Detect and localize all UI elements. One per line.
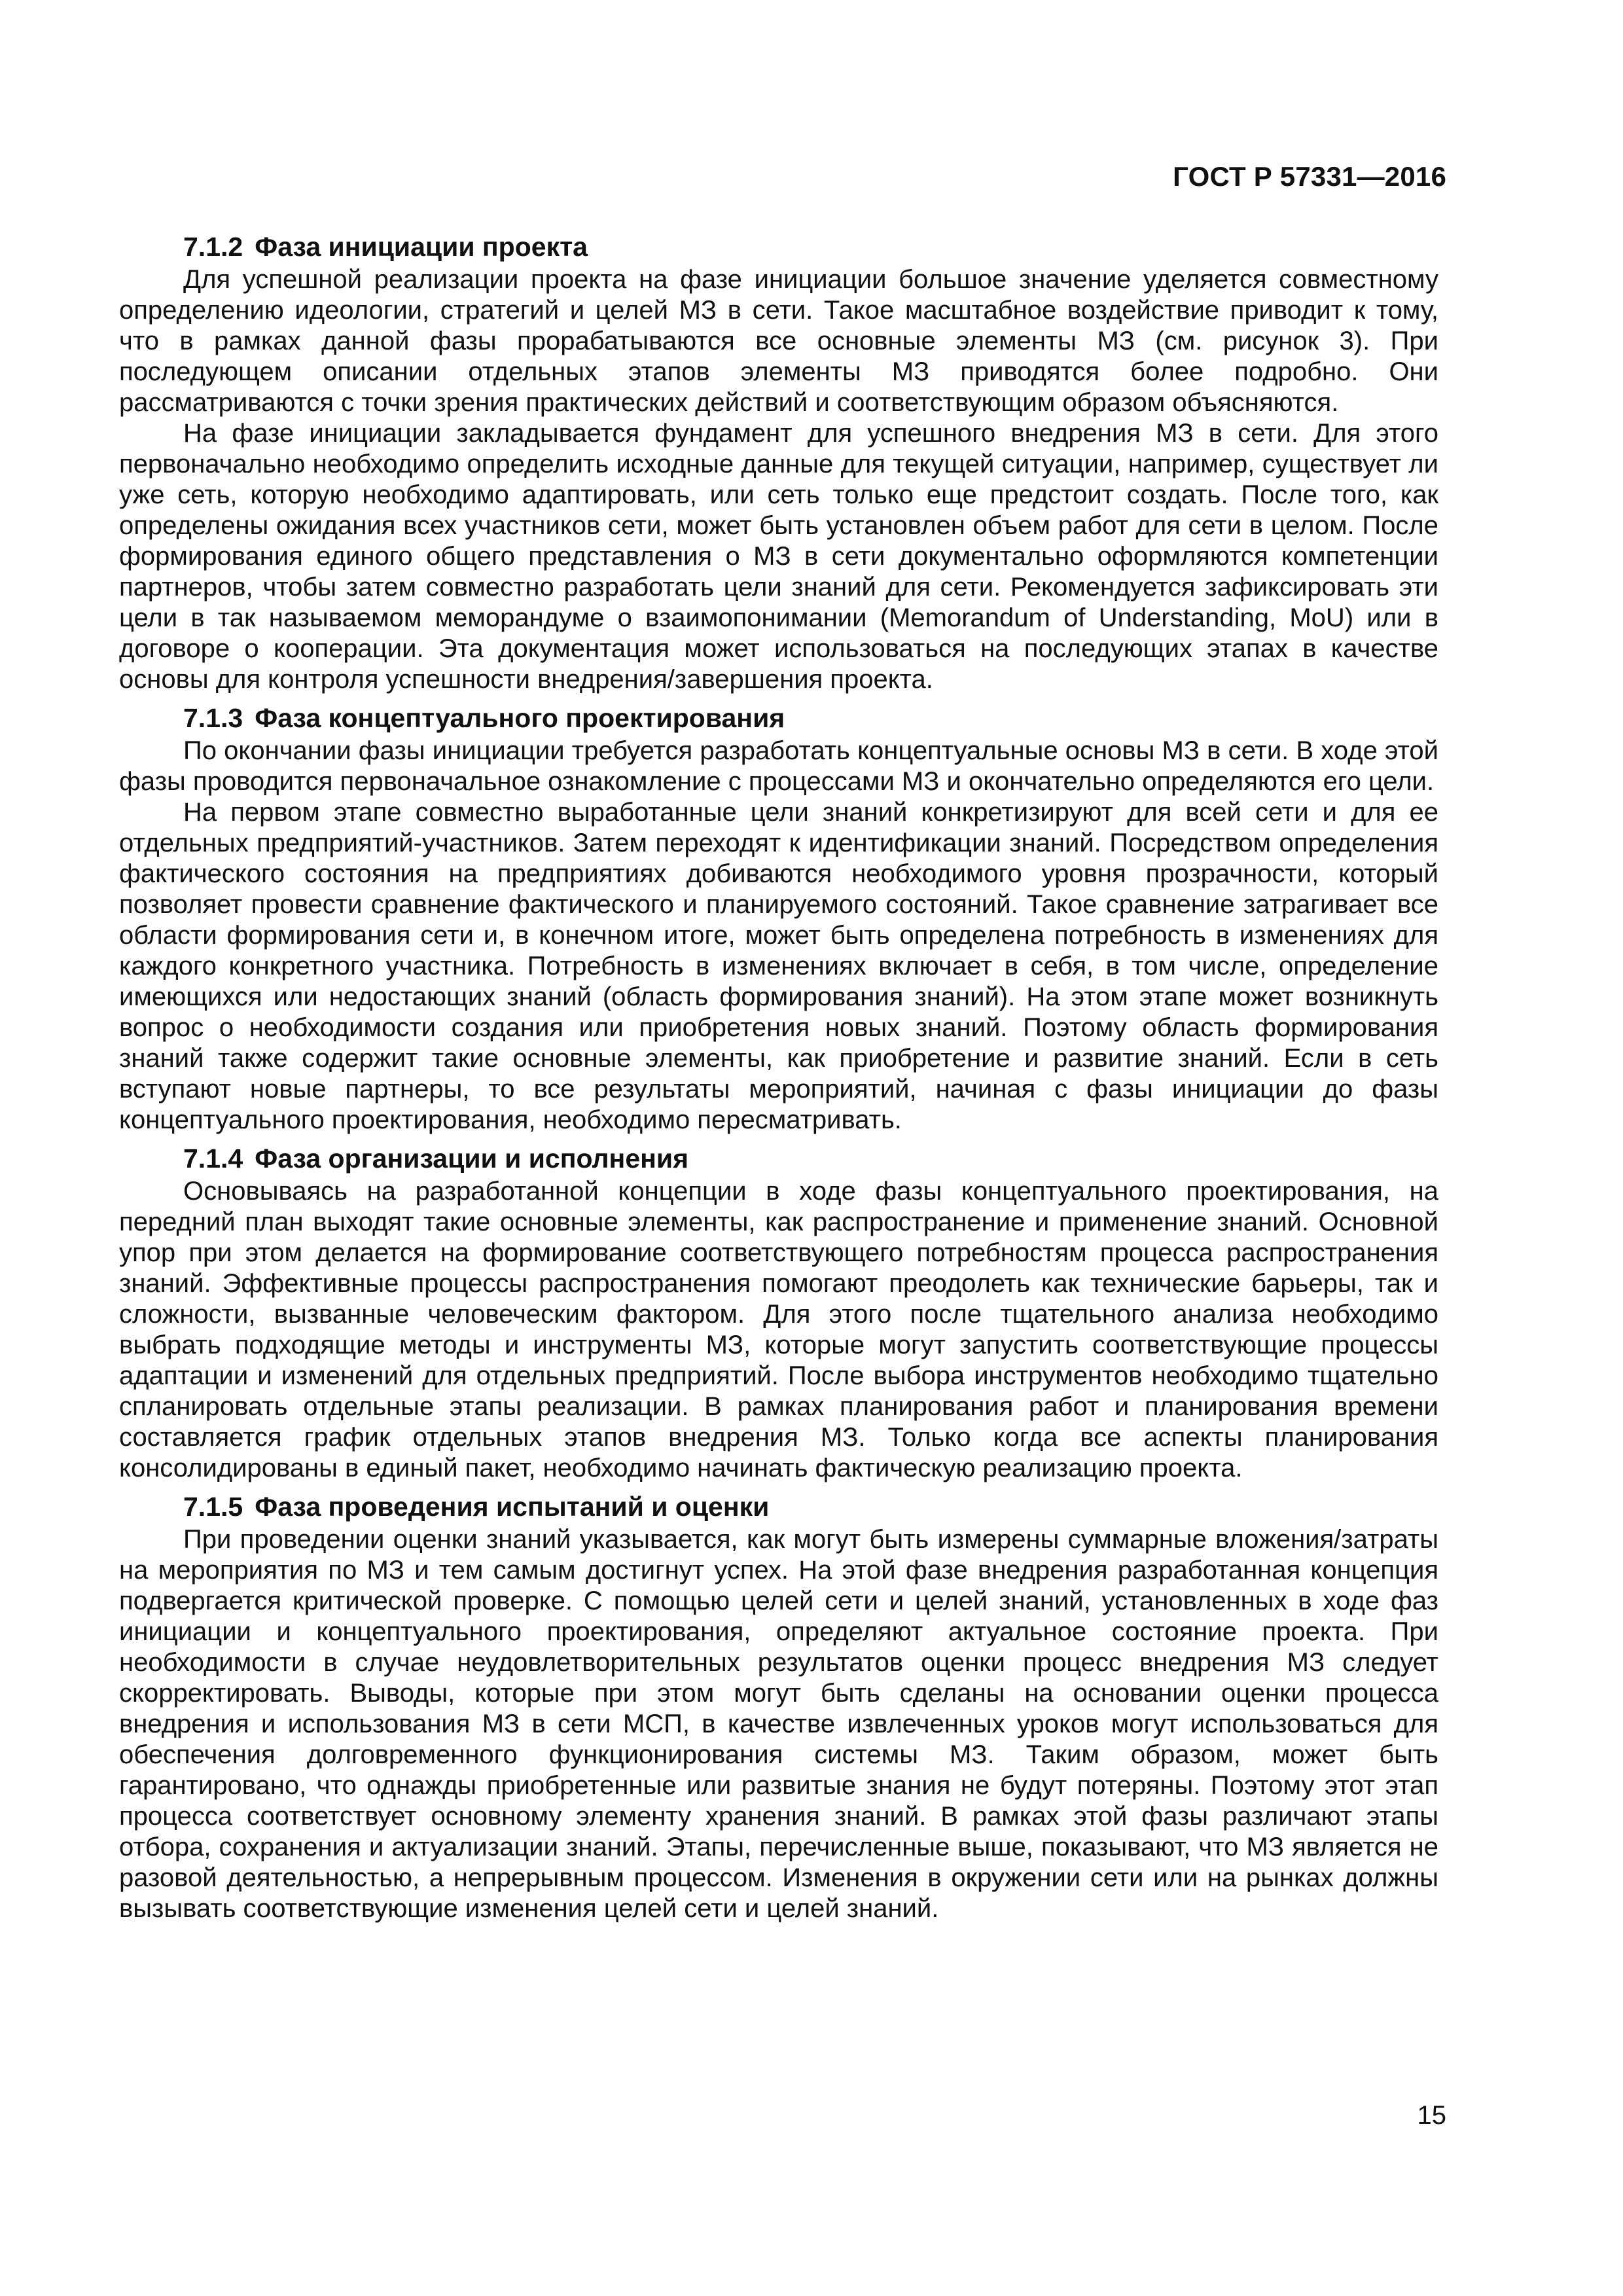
- section-7-1-2: [119, 229, 1438, 695]
- section-title: Фаза инициации проекта: [255, 232, 588, 262]
- section-heading: [119, 229, 1438, 264]
- section-title: Фаза проведения испытаний и оценки: [255, 1492, 770, 1522]
- paragraph: На первом этапе совместно выработанные цели знаний конкретизируют для всей сети и для ее отдельных предприятий-участников. Затем переходят к идентификации знаний. Посредством определения фактического состояния на предприятиях добиваются необходимого уровня прозрачности, который позволяет провести сравнение фактического и планируемого состояний. Такое сравнение затрагивает все области формирования сети и, в конечном итоге, может быть определена потребность в изменениях для каждого конкретного участника. Потребность в изменениях включает в себя, в том числе, определение имеющихся или недостающих знаний (область формирования знаний). На этом этапе может возникнуть вопрос о необходимости создания или приобретения новых знаний. Поэтому область формирования знаний также содержит такие основные элементы, как приобретение и развитие знаний. Если в сеть вступают новые партнеры, то все результаты мероприятий, начиная с фазы инициации до фазы концептуального проектирования, необходимо пересматривать.: [119, 798, 1438, 1134]
- section-heading: [119, 1489, 1438, 1524]
- section-7-1-3: [119, 700, 1438, 1136]
- section-title: Фаза организации и исполнения: [255, 1143, 689, 1174]
- section-number: 7.1.2: [183, 232, 243, 262]
- section-7-1-4: [119, 1141, 1438, 1484]
- section-number: 7.1.4: [183, 1143, 243, 1174]
- paragraph: При проведении оценки знаний указывается, как могут быть измерены суммарные вложения/затраты на мероприятия по МЗ и тем самым достигнут успех. На этой фазе внедрения разработанная концепция подвергается критической проверке. С помощью целей сети и целей знаний, установленных в ходе фаз инициации и концептуального проектирования, определяют актуальное состояние проекта. При необходимости в случае неудовлетворительных результатов оценки процесс внедрения МЗ следует скорректировать. Выводы, которые при этом могут быть сделаны на основании оценки процесса внедрения и использования МЗ в сети МСП, в качестве извлеченных уроков могут использоваться для обеспечения долговременного функционирования системы МЗ. Таким образом, может быть гарантировано, что однажды приобретенные или развитые знания не будут потеряны. Поэтому этот этап процесса соответствует основному элементу хранения знаний. В рамках этой фазы различают этапы отбора, сохранения и актуализации знаний. Этапы, перечисленные выше, показывают, что МЗ является не разовой деятельностью, а непрерывным процессом. Изменения в окружении сети или на рынках должны вызывать соответствующие изменения целей сети и целей знаний.: [119, 1525, 1438, 1923]
- section-heading: [119, 1141, 1438, 1176]
- document-header-id: ГОСТ Р 57331—2016: [1173, 161, 1446, 192]
- paragraph: Для успешной реализации проекта на фазе инициации большое значение уделяется совместному определению идеологии, стратегий и целей МЗ в сети. Такое масштабное воздействие приводит к тому, что в рамках данной фазы прорабатываются все основные элементы МЗ (см. рисунок 3). При последующем описании отдельных этапов элементы МЗ приводятся более подробно. Они рассматриваются с точки зрения практических действий и соответствующим образом объясняются.: [119, 265, 1438, 417]
- section-7-1-5: [119, 1489, 1438, 1924]
- page-number: 15: [1417, 2101, 1446, 2130]
- document-body: [119, 229, 1438, 1924]
- section-number: 7.1.3: [183, 703, 243, 733]
- paragraph: Основываясь на разработанной концепции в ходе фазы концептуального проектирования, на передний план выходят такие основные элементы, как распространение и применение знаний. Основной упор при этом делается на формирование соответствующего потребностям процесса распространения знаний. Эффективные процессы распространения помогают преодолеть как технические барьеры, так и сложности, вызванные человеческим фактором. Для этого после тщательного анализа необходимо выбрать подходящие методы и инструменты МЗ, которые могут запустить соответствующие процессы адаптации и изменений для отдельных предприятий. После выбора инструментов необходимо тщательно спланировать отдельные этапы реализации. В рамках планирования работ и планирования времени составляется график отдельных этапов внедрения МЗ. Только когда все аспекты планирования консолидированы в единый пакет, необходимо начинать фактическую реализацию проекта.: [119, 1177, 1438, 1482]
- section-title: Фаза концептуального проектирования: [255, 703, 785, 733]
- section-heading: [119, 700, 1438, 736]
- paragraph: На фазе инициации закладывается фундамент для успешного внедрения МЗ в сети. Для этого первоначально необходимо определить исходные данные для текущей ситуации, например, существует ли уже сеть, которую необходимо адаптировать, или сеть только еще предстоит создать. После того, как определены ожидания всех участников сети, может быть установлен объем работ для сети в целом. После формирования единого общего представления о МЗ в сети документально оформляются компетенции партнеров, чтобы затем совместно разработать цели знаний для сети. Рекомендуется зафиксировать эти цели в так называемом меморандуме о взаимопонимании (Memorandum of Understanding, MoU) или в договоре о кооперации. Эта документация может использоваться на последующих этапах в качестве основы для контроля успешности внедрения/завершения проекта.: [119, 419, 1438, 694]
- section-number: 7.1.5: [183, 1492, 243, 1522]
- paragraph: По окончании фазы инициации требуется разработать концептуальные основы МЗ в сети. В ходе этой фазы проводится первоначальное ознакомление с процессами МЗ и окончательно определяются его цели.: [119, 736, 1438, 796]
